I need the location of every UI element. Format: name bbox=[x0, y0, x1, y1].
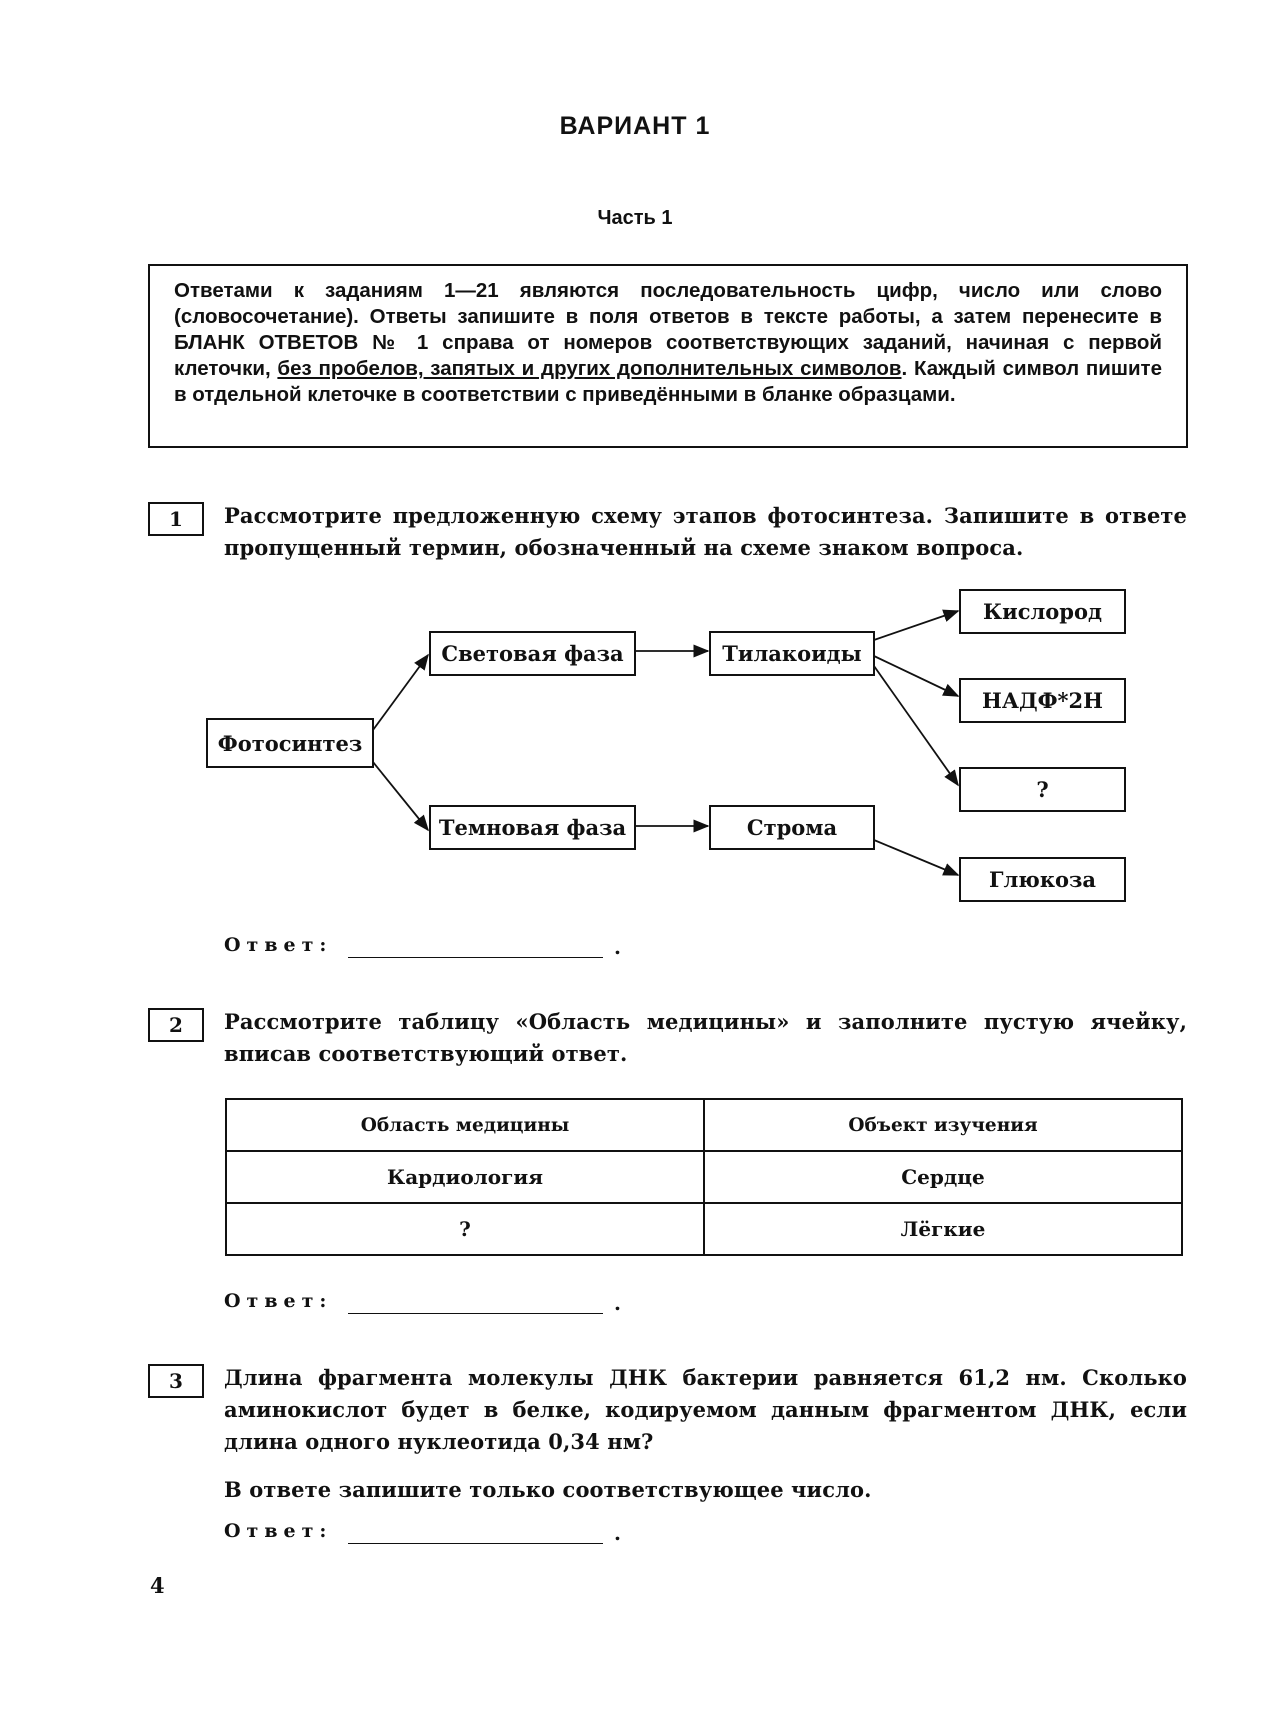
instructions-text-end: . Каждый символ пишите в отдельной клеточке в соответствии с приведёнными в бланке образцами. bbox=[174, 357, 1162, 406]
table-row bbox=[226, 1203, 1182, 1255]
task-1-text: Рассмотрите предложенную схему этапов фотосинтеза. Запишите в ответе пропущенный термин, обозначенный на схеме знаком вопроса. bbox=[224, 503, 1187, 560]
table-header-cell: Объект изучения bbox=[704, 1099, 1182, 1151]
arrow-thylakoids-to-unknown bbox=[874, 666, 958, 785]
page-number: 4 bbox=[150, 1573, 165, 1598]
arrow-stroma-to-glucose bbox=[874, 840, 958, 875]
instructions-underlined: без пробелов, запятых и других дополнительных символов bbox=[277, 357, 902, 380]
instructions-text: Ответами к заданиям 1—21 являются последовательность цифр, число или слово (словосочетание). Ответы запишите в поля ответов в тексте работы, а затем перенесите в БЛАНК ОТВЕТОВ № 1 справа от номеров соответствующих заданий, начиная с первой клеточки, bbox=[174, 279, 1162, 380]
task-2-text: Рассмотрите таблицу «Область медицины» и заполните пустую ячейку, вписав соответствующий ответ. bbox=[224, 1009, 1187, 1066]
answer-field-1[interactable] bbox=[348, 957, 603, 958]
table-cell-unknown: ? bbox=[226, 1203, 704, 1255]
table-cell: Кардиология bbox=[226, 1151, 704, 1203]
arrow-thylakoids-to-oxygen bbox=[874, 611, 958, 640]
task-3-text: Длина фрагмента молекулы ДНК бактерии равняется 61,2 нм. Сколько аминокислот будет в белке, кодируемом данным фрагментом ДНК, если длина одного нуклеотида 0,34 нм? bbox=[224, 1365, 1187, 1454]
answer-dot-3: . bbox=[614, 1521, 621, 1545]
diagram-node-glucose: Глюкоза bbox=[959, 857, 1126, 902]
diagram-node-light-phase: Световая фаза bbox=[429, 631, 636, 676]
medicine-table bbox=[225, 1098, 1183, 1256]
table-cell: Лёгкие bbox=[704, 1203, 1182, 1255]
diagram-node-thylakoids: Тилакоиды bbox=[709, 631, 875, 676]
answer-dot-1: . bbox=[614, 935, 621, 959]
diagram-node-dark-phase: Темновая фаза bbox=[429, 805, 636, 850]
answer-label-1: Ответ: bbox=[224, 934, 333, 956]
diagram-node-stroma: Строма bbox=[709, 805, 875, 850]
answer-label-2: Ответ: bbox=[224, 1290, 333, 1312]
diagram-node-nadph: НАДФ*2Н bbox=[959, 678, 1126, 723]
task-number-1: 1 bbox=[148, 502, 204, 536]
answer-field-3[interactable] bbox=[348, 1543, 603, 1544]
arrow-root-to-dark bbox=[373, 762, 428, 830]
answer-dot-2: . bbox=[614, 1291, 621, 1315]
table-row bbox=[226, 1151, 1182, 1203]
diagram-node-oxygen: Кислород bbox=[959, 589, 1126, 634]
task-number-2: 2 bbox=[148, 1008, 204, 1042]
diagram-node-photosynthesis: Фотосинтез bbox=[206, 718, 374, 768]
table-header-row bbox=[226, 1099, 1182, 1151]
answer-field-2[interactable] bbox=[348, 1313, 603, 1314]
task-number-3: 3 bbox=[148, 1364, 204, 1398]
variant-title: ВАРИАНТ 1 bbox=[559, 112, 711, 140]
arrow-thylakoids-to-nadph bbox=[874, 656, 958, 696]
answer-label-3: Ответ: bbox=[224, 1520, 333, 1542]
table-header-cell: Область медицины bbox=[226, 1099, 704, 1151]
task-3-note: В ответе запишите только соответствующее число. bbox=[224, 1477, 872, 1502]
table-cell: Сердце bbox=[704, 1151, 1182, 1203]
arrow-root-to-light bbox=[373, 655, 428, 730]
diagram-node-unknown: ? bbox=[959, 767, 1126, 812]
part-title: Часть 1 bbox=[597, 207, 673, 229]
